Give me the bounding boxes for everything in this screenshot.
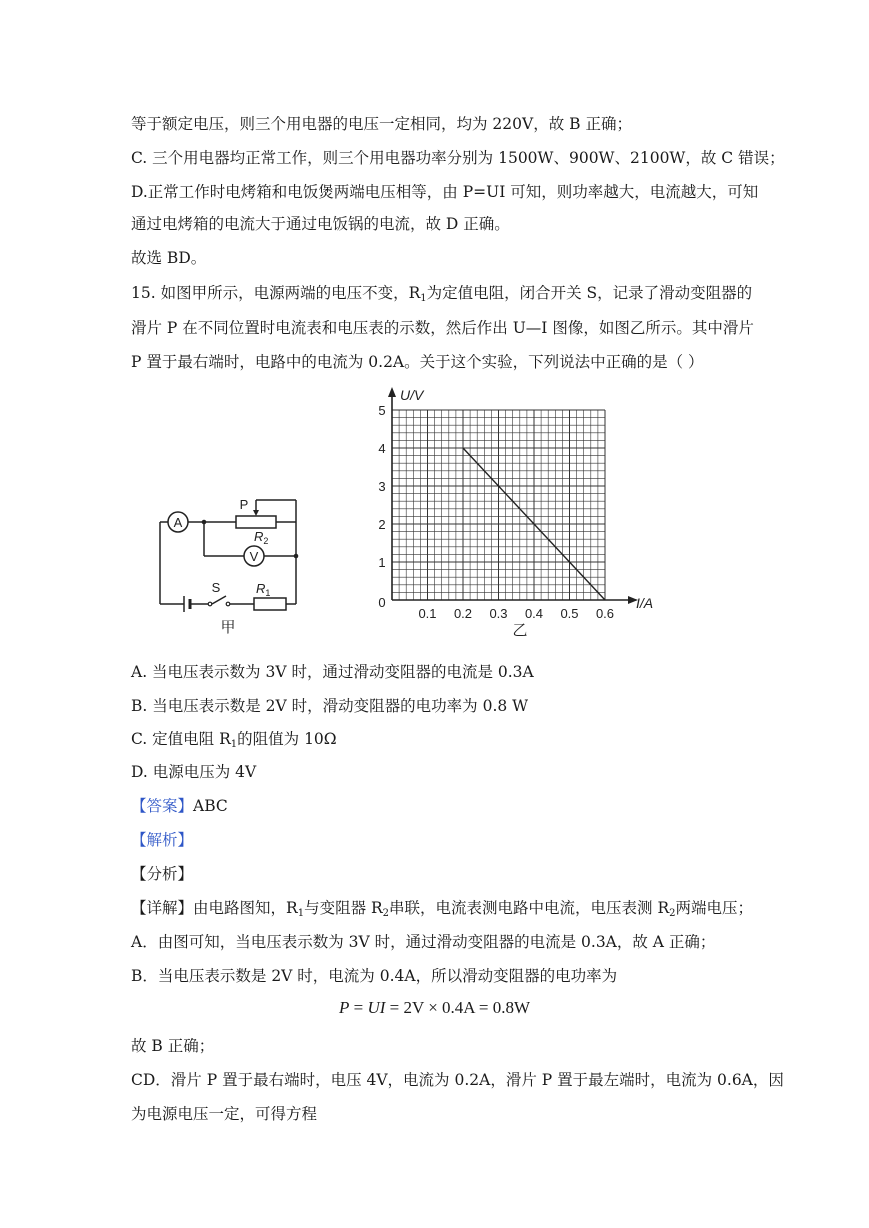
circuit-diagram (150, 490, 310, 640)
analysis-tag: 【解析】 (131, 831, 194, 849)
detail-line: 【详解】由电路图知，$R_1$与变阻器 $R_2$串联，电流表测电路中电流，电压表测 $R_2$两端电压； (131, 899, 754, 919)
r2-label: $R_2$ (254, 529, 269, 546)
chart-ticks (378, 403, 614, 621)
switch-icon (212, 596, 226, 604)
x-tick-label: 0.1 (418, 606, 437, 621)
y-tick-label: 4 (378, 441, 386, 456)
explain-b-end: 故 B 正确； (131, 1037, 215, 1055)
chart-grid (392, 410, 605, 600)
y-tick-label: 2 (378, 517, 386, 532)
answer-tag: 【答案】 (131, 797, 194, 815)
x-tick-label: 0.3 (489, 606, 508, 621)
x-axis-label: I/A (636, 595, 654, 611)
question-15-line-3: P 置于最右端时，电路中的电流为 0.2A。关于这个实验，下列说法中正确的是（ ） (131, 353, 704, 371)
y-axis-arrow-icon (388, 387, 396, 397)
x-tick-label: 0.6 (595, 606, 615, 621)
resistor-r1-icon (254, 598, 286, 610)
explain-cd: CD．滑片 P 置于最右端时，电压 4V，电流为 0.2A，滑片 P 置于最左端时，电流为 0.6A，因 (131, 1071, 784, 1089)
y-tick-label: 5 (378, 403, 386, 418)
origin-label: 0 (378, 595, 386, 610)
option-c: C. 定值电阻 $R_1$的阻值为 10Ω (131, 730, 337, 750)
text-line: 故选 BD。 (131, 249, 207, 267)
chart-caption: 乙 (512, 622, 528, 639)
slider-label: P (239, 497, 249, 512)
circuit-caption: 甲 (220, 619, 236, 636)
y-tick-label: 1 (378, 555, 386, 570)
text-line: 通过电烤箱的电流大于通过电饭锅的电流，故 D 正确。 (131, 215, 510, 233)
text-line: 等于额定电压，则三个用电器的电压一定相同，均为 220V，故 B 正确； (131, 115, 632, 133)
option-b: B. 当电压表示数是 2V 时，滑动变阻器的电功率为 0.8 W (131, 697, 529, 715)
option-a: A. 当电压表示数为 3V 时，通过滑动变阻器的电流是 0.3A (131, 663, 534, 681)
r1-label: $R_1$ (256, 581, 271, 598)
y-axis-label: U/V (400, 387, 424, 403)
power-formula: P = UI = 2V × 0.4A = 0.8W (338, 998, 531, 1017)
answer-value: ABC (193, 797, 228, 815)
text-line: C. 三个用电器均正常工作，则三个用电器功率分别为 1500W、900W、2100W，故 C 错误； (131, 149, 785, 167)
question-15-line-2: 滑片 P 在不同位置时电流表和电压表的示数，然后作出 U—I 图像，如图乙所示。其中滑片 (131, 319, 754, 337)
explain-cd-2: 为电源电压一定，可得方程 (131, 1105, 318, 1123)
ammeter-label: A (173, 515, 183, 530)
voltmeter-label: V (249, 549, 259, 564)
x-tick-label: 0.2 (453, 606, 473, 621)
ui-chart (360, 385, 660, 640)
explain-b: B．当电压表示数是 2V 时，电流为 0.4A，所以滑动变阻器的电功率为 (131, 967, 618, 985)
x-tick-label: 0.4 (524, 606, 544, 621)
x-tick-label: 0.5 (560, 606, 579, 621)
question-15-line-1: 15. 如图甲所示，电源两端的电压不变，$R_1$为定值电阻，闭合开关 S，记录了滑动变阻器的 (131, 284, 753, 304)
explain-a: A．由图可知，当电压表示数为 3V 时，通过滑动变阻器的电流是 0.3A，故 A 正确； (131, 933, 716, 951)
answer-line (131, 796, 228, 816)
text-line: D.正常工作时电烤箱和电饭煲两端电压相等，由 P=UI 可知，则功率越大，电流越大，可知 (131, 183, 759, 201)
option-d: D. 电源电压为 4V (131, 763, 257, 781)
switch-label: S (211, 580, 221, 595)
y-tick-label: 3 (378, 479, 386, 494)
rheostat-r2-icon (236, 516, 276, 528)
fenxi-tag: 【分析】 (131, 865, 194, 883)
